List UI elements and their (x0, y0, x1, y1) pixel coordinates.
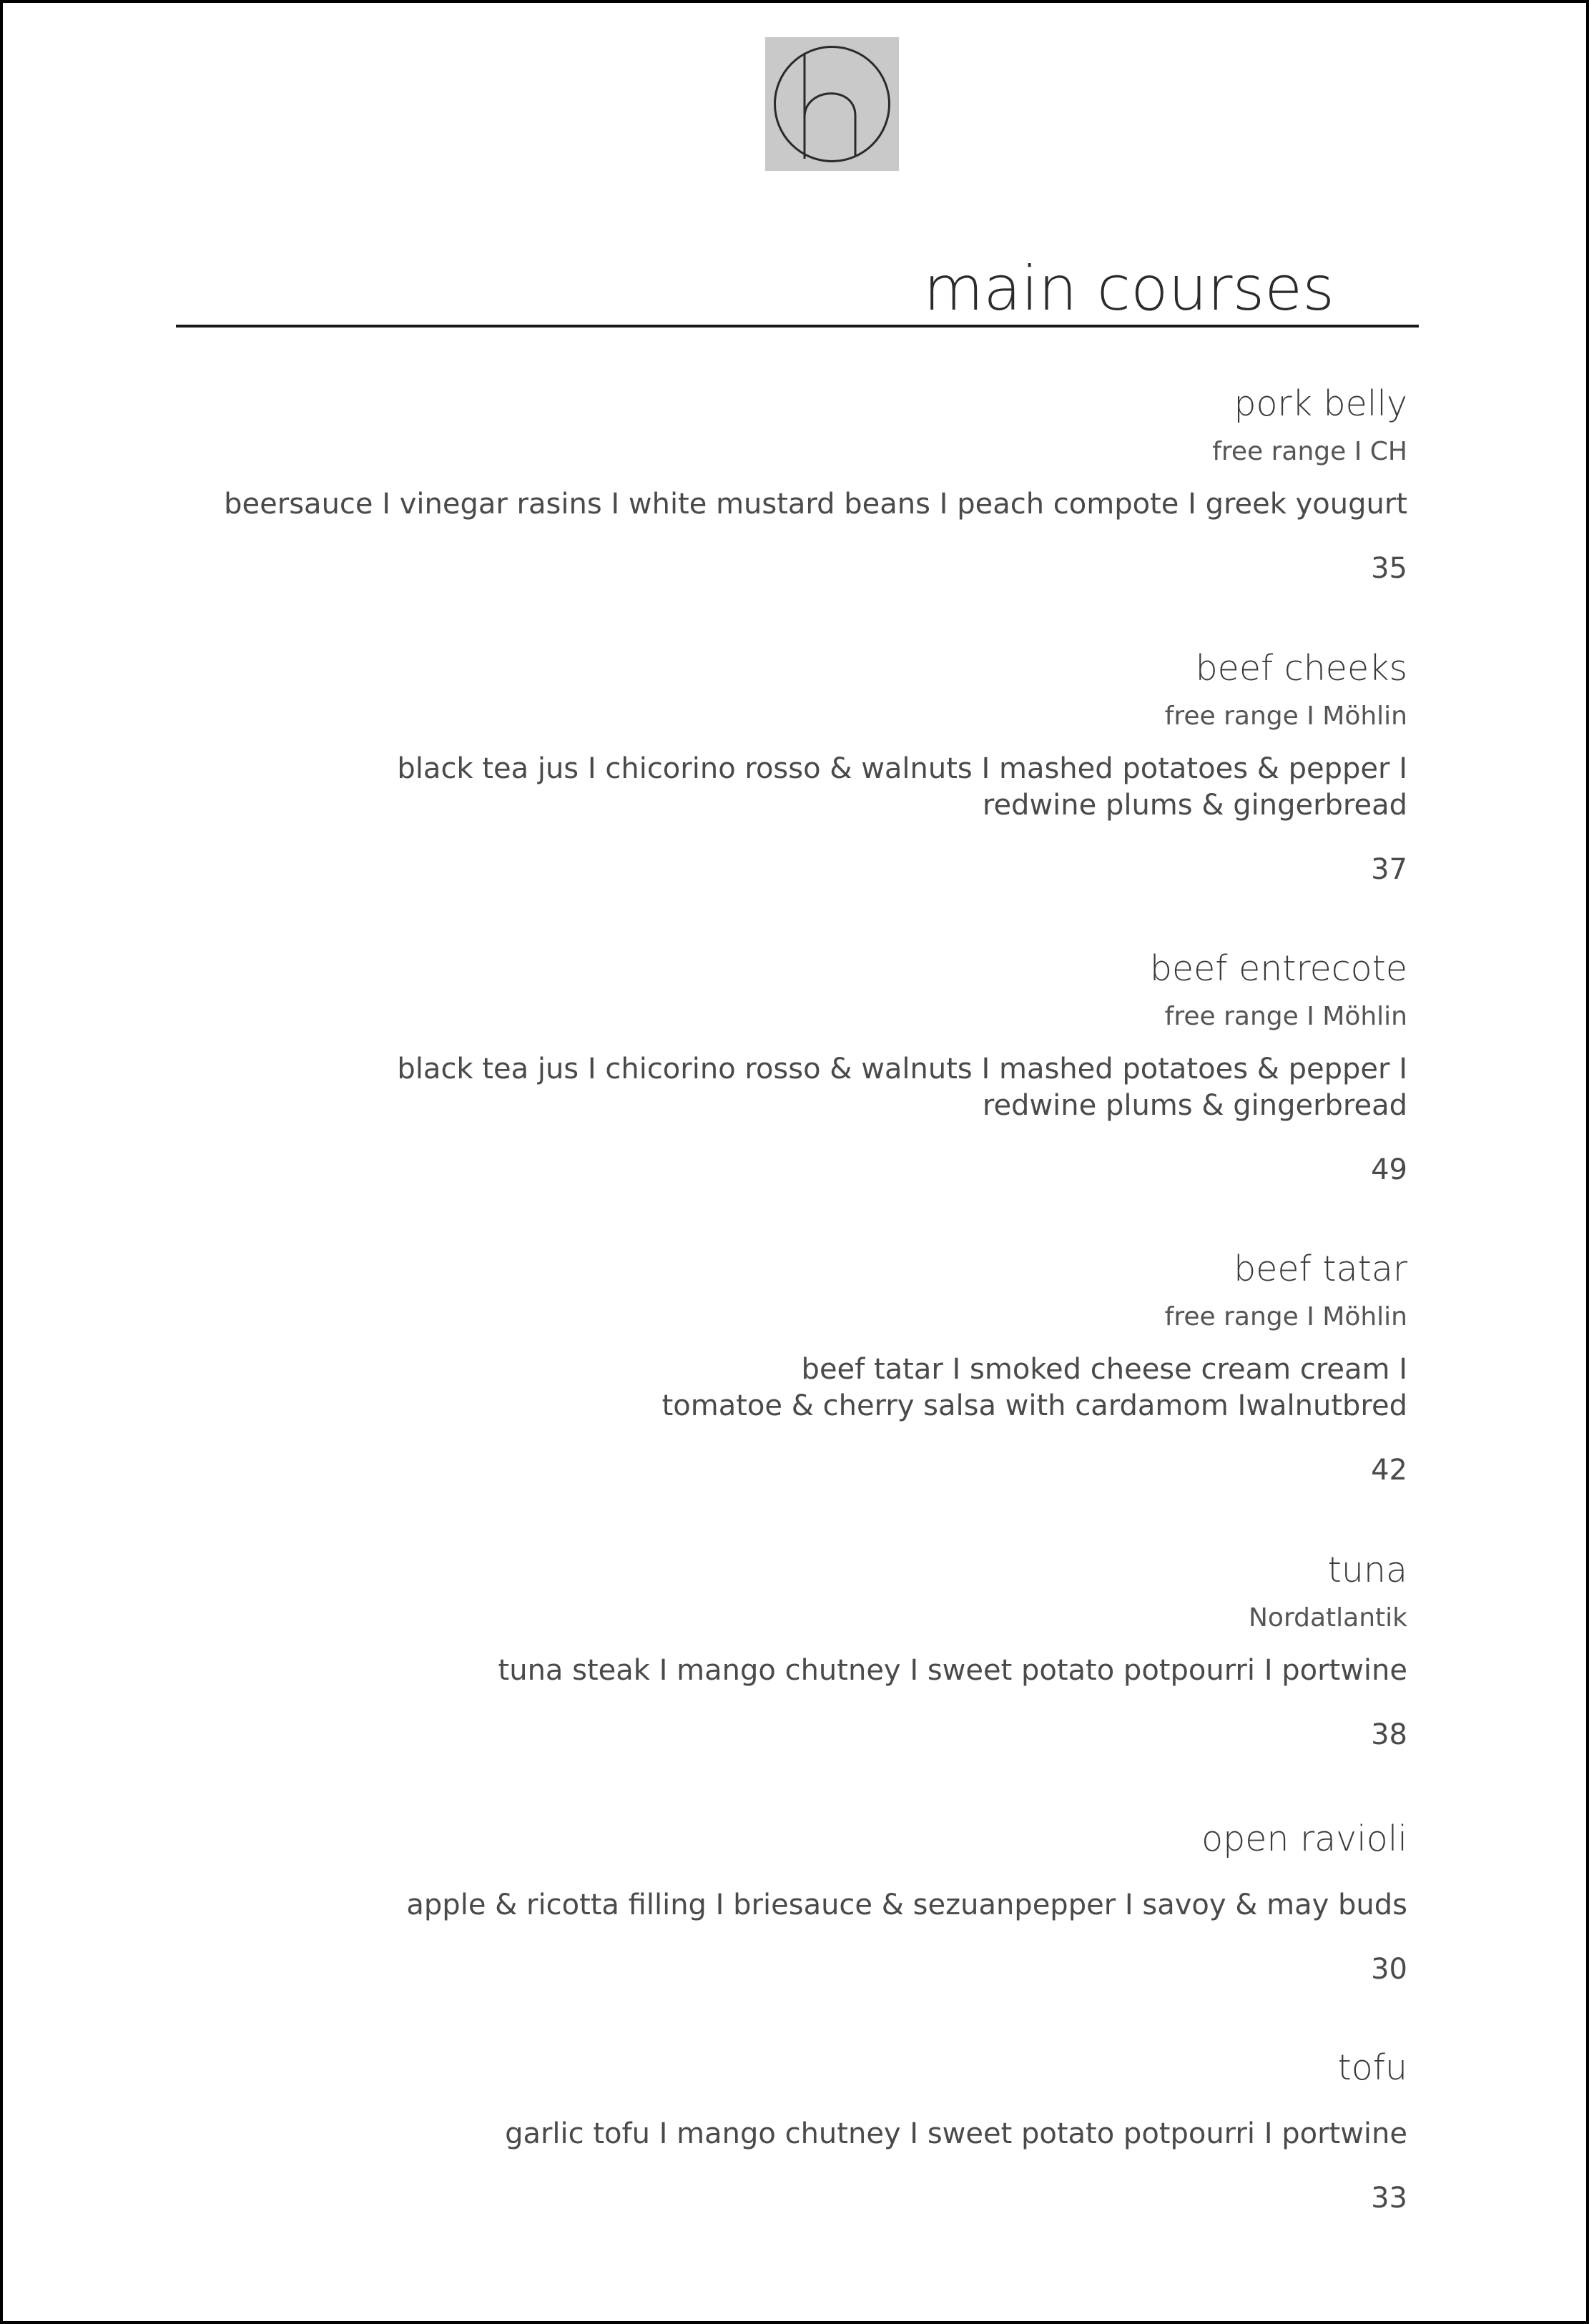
description-line: black tea jus I chicorino rosso & walnuts I mashed potatoes & pepper I (397, 752, 1407, 785)
description-line: apple & ricotta filling I briesauce & sezuanpepper I savoy & may buds (406, 1889, 1407, 1921)
description-line: tuna steak I mango chutney I sweet potato potpourri I portwine (498, 1654, 1407, 1687)
dish-origin: free range I Möhlin (1164, 1002, 1407, 1031)
dish-name: tuna (1327, 1550, 1407, 1590)
description-line: tomatoe & cherry salsa with cardamom Iwalnutbred (661, 1389, 1407, 1422)
dish-price: 42 (1371, 1454, 1407, 1487)
description-line: beersauce I vinegar rasins I white mustard beans I peach compote I greek yougurt (224, 488, 1407, 521)
dish-name: tofu (1337, 2047, 1407, 2088)
menu-item (120, 944, 1407, 1191)
dish-price: 35 (1371, 552, 1407, 585)
description-line: garlic tofu I mango chutney I sweet potato potpourri I portwine (505, 2117, 1407, 2150)
dish-origin: free range I CH (1212, 437, 1407, 466)
dish-description (120, 1653, 1407, 1689)
dish-name: beef tatar (1234, 1249, 1407, 1289)
menu-item (120, 644, 1407, 891)
menu-item (120, 2043, 1407, 2220)
dish-price: 49 (1371, 1153, 1407, 1186)
dish-description (120, 2116, 1407, 2152)
dish-description (120, 1051, 1407, 1124)
title-divider (176, 325, 1419, 328)
description-line: redwine plums & gingerbread (982, 789, 1407, 822)
dish-price: 38 (1371, 1718, 1407, 1751)
dish-description (120, 1351, 1407, 1424)
dish-origin: Nordatlantik (1249, 1603, 1407, 1633)
menu-item (120, 1244, 1407, 1492)
dish-origin: free range I Möhlin (1164, 701, 1407, 731)
menu-item (120, 1814, 1407, 1991)
description-line: beef tatar I smoked cheese cream cream I (801, 1353, 1407, 1386)
dish-price: 37 (1371, 853, 1407, 886)
dish-name: pork belly (1234, 383, 1407, 424)
menu-item (120, 379, 1407, 590)
description-line: redwine plums & gingerbread (982, 1089, 1407, 1122)
dish-name: beef entrecote (1149, 948, 1407, 989)
dish-price: 33 (1371, 2182, 1407, 2215)
description-line: black tea jus I chicorino rosso & walnuts I mashed potatoes & pepper I (397, 1053, 1407, 1085)
dish-description (120, 1887, 1407, 1924)
h-circle-logo-icon (765, 37, 899, 171)
menu-item (120, 1545, 1407, 1756)
dish-description (120, 486, 1407, 523)
page-title: main courses (923, 253, 1334, 325)
dish-name: beef cheeks (1195, 648, 1407, 689)
dish-origin: free range I Möhlin (1164, 1302, 1407, 1331)
dish-price: 30 (1371, 1953, 1407, 1986)
dish-name: open ravioli (1201, 1818, 1407, 1859)
dish-description (120, 751, 1407, 824)
